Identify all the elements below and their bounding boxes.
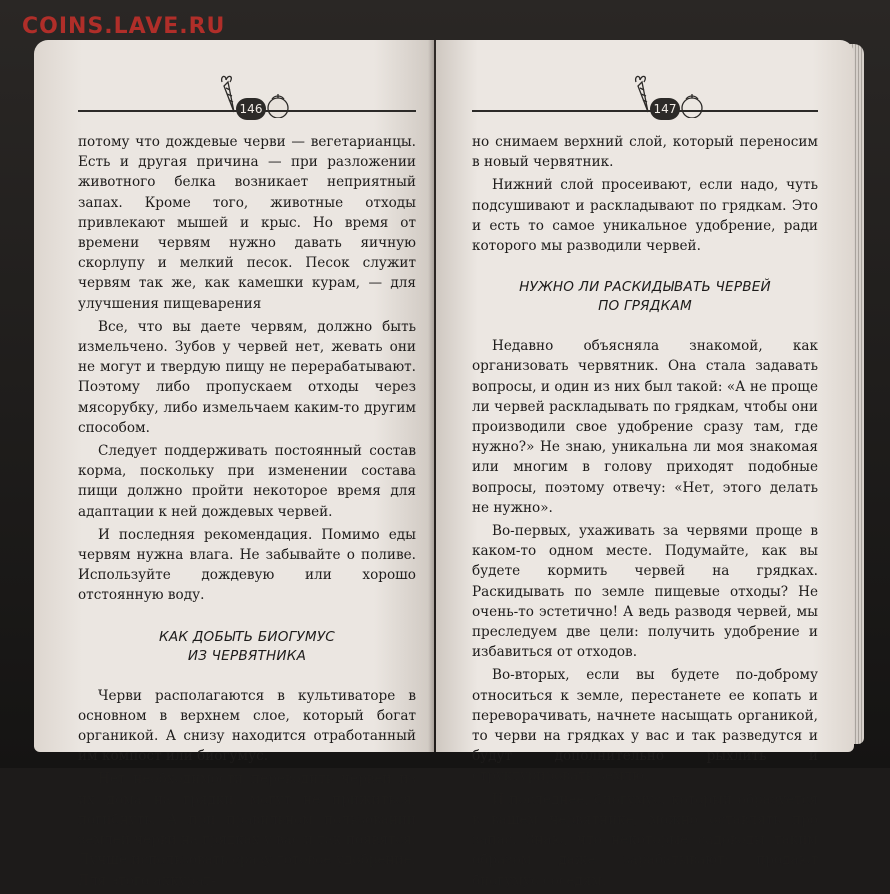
section-heading <box>472 278 818 316</box>
section-heading <box>78 628 416 666</box>
section-heading-line: КАК ДОБЫТЬ БИОГУМУС <box>159 628 335 645</box>
paragraph: Во-первых, ухаживать за червями проще в каком-то одном месте. Подумайте, как вы будете кормить червей на грядках. Раскидывать по земле пищевые отходы? Не очень-то эстетично! А ведь разводя червей, мы преследуем две цели: получить удобрение и избавиться от отходов. <box>472 523 818 661</box>
right-page-text <box>472 132 818 894</box>
paragraph: Во-вторых, если вы будете по-доброму относиться к земле, перестанете ее копать и переворачивать, начнете насыщать органикой, то черви на грядках у вас и так разведутся и будут дополнительно рыхлить и структурировать землю. <box>472 667 818 785</box>
left-page-header <box>78 72 416 122</box>
paragraph: Следует поддерживать постоянный состав корма, поскольку при изменении состава пищи должно пройти некоторое время для адаптации к ней дождевых червей. <box>78 443 416 520</box>
section-heading-line: ИЗ ЧЕРВЯТНИКА <box>187 647 307 664</box>
paragraph: но снимаем верхний слой, который переносим в новый червятник. <box>472 134 818 171</box>
paragraph: И последняя рекомендация. Помимо еды червям нужна влага. Не забывайте о поливе. Используйте дождевую или хорошо отстоянную воду. <box>78 526 416 604</box>
paragraph: Все, что вы даете червям, должно быть измельчено. Зубов у червей нет, жевать они не могут и твердую пищу не перерабатывают. Поэтому либо пропускаем отходы через мясорубку, либо измельчаем каким-то другим способом. <box>78 318 416 436</box>
left-page-text <box>78 132 416 894</box>
page-number: 147 <box>650 98 680 120</box>
left-page <box>34 40 434 889</box>
section-heading-line: НУЖНО ЛИ РАСКИДЫВАТЬ ЧЕРВЕЙ <box>519 279 771 296</box>
watermark: COINS.LAVE.RU <box>22 14 226 39</box>
header-rule <box>472 110 818 112</box>
paragraph: Недавно объясняла знакомой, как организовать червятник. Она стала задавать вопросы, и один из них был такой: «А не проще ли червей раскладывать по грядкам, чтобы они производили свое удобрение сразу там, где нужно?» Не знаю, уникальна ли моя знакомая или многим в голову приходят подобные вопросы, поэтому отвечу: «Нет, этого делать не нужно». <box>472 338 818 516</box>
paragraph: Нижний слой просеивают, если надо, чуть подсушивают и раскладывают по грядкам. Это и есть то самое уникальное удобрение, ради которого мы разводили червей. <box>472 177 818 255</box>
paragraph: И последнее, биогумус, который образуется в вашем червятнике, можно оставлять про запас. Знаю, что некоторые садоводы таким образом даже зарабатывают: продают биогумус соседям. <box>472 791 818 889</box>
paragraph: Черви располагаются в культиваторе в основном в верхнем слое, который богат органикой. А снизу находится отработанный им компост или биогумус. <box>78 687 416 765</box>
paragraph: Нет необходимости переводить червей из их дома на грядки, могут не прижиться, погибнуть. А при правильном пользовании землей черви на грядках у вас и так появятся. Лучше использовать сразу готовое удобрение. Для этого аккурат- <box>78 771 416 889</box>
right-page <box>436 40 854 889</box>
section-heading-line: ПО ГРЯДКАМ <box>598 298 692 315</box>
right-page-header <box>472 72 818 122</box>
paragraph: потому что дождевые черви — вегетарианцы. Есть и другая причина — при разложении животного белка возникает неприятный запах. Кроме того, животные отходы привлекают мышей и крыс. Но время от времени червям нужно давать яичную скорлупу и мелкий песок. Песок служит червям так же, как камешки курам, — для улучшения пищеварения <box>78 134 416 312</box>
page-number: 146 <box>236 98 266 120</box>
